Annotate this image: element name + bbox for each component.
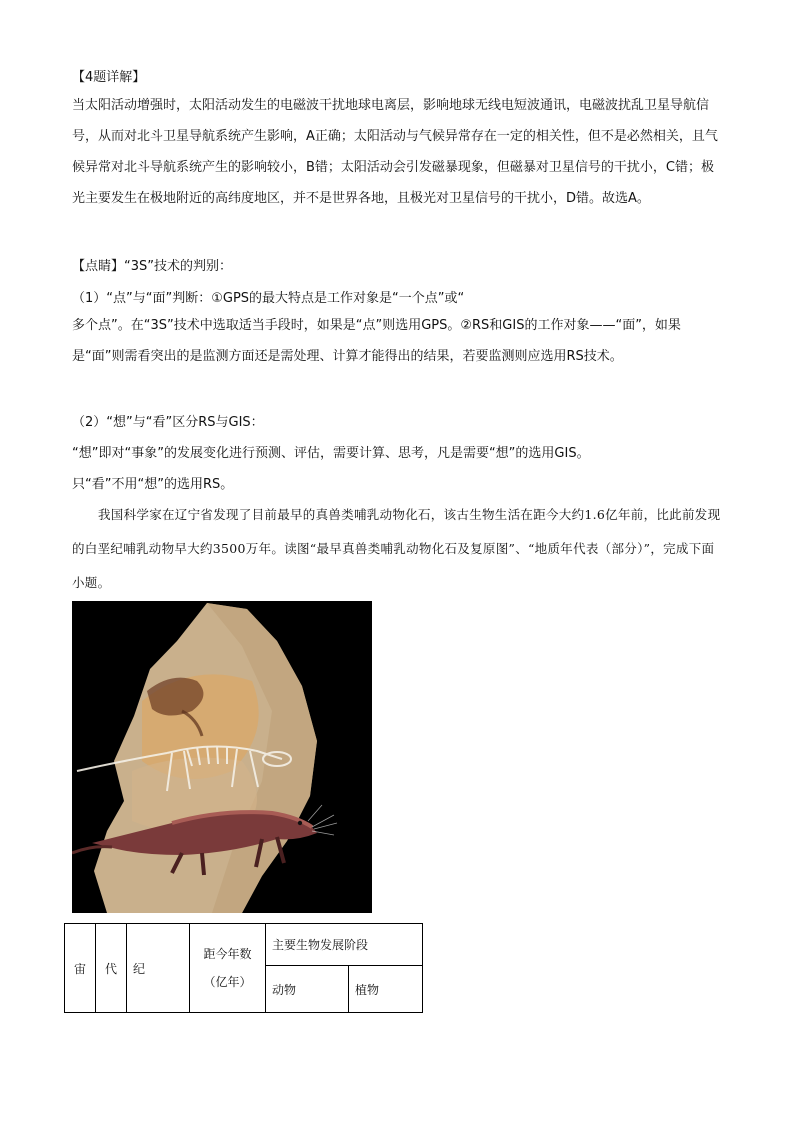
header-animal: 动物 xyxy=(266,966,349,1013)
key-point-heading: 【点睛】“3S”技术的判别： xyxy=(72,259,232,274)
header-age: 距今年数（亿年） xyxy=(190,924,266,1013)
geologic-time-table xyxy=(64,923,423,1013)
fossil-reconstruction-image xyxy=(72,601,372,913)
header-biological-stage: 主要生物发展阶段 xyxy=(266,924,423,966)
key-point-item-2-line-2: 只“看”不用“想”的选用RS。 xyxy=(72,477,234,492)
key-point-item-2-title: （2）“想”与“看”区分RS与GIS： xyxy=(72,415,264,430)
detail-paragraph: 当太阳活动增强时，太阳活动发生的电磁波干扰地球电离层，影响地球无线电短波通讯，电磁波扰乱卫星导航信号，从而对北斗卫星导航系统产生影响，A正确；太阳活动与气候异常存在一定的相关性，但不是必然相关，且气候异常对北斗导航系统产生的影响较小，B错；太阳活动会引发磁暴现象，但磁暴对卫星信号的干扰小，C错；极光主要发生在极地附近的高纬度地区，并不是世界各地，且极光对卫星信号的干扰小，D错。故选A。 xyxy=(72,98,718,206)
header-eon: 宙 xyxy=(65,924,96,1013)
key-point-item-2-line-1: “想”即对“事象”的发展变化进行预测、评估，需要计算、思考，凡是需要“想”的选用GIS。 xyxy=(72,446,590,461)
header-plant: 植物 xyxy=(349,966,423,1013)
question-intro: 我国科学家在辽宁省发现了目前最早的真兽类哺乳动物化石，该古生物生活在距今大约1.6亿年前，比此前发现的白垩纪哺乳动物早大约3500万年。读图“最早真兽类哺乳动物化石及复原图”、“地质年代表（部分）”，完成下面小题。 xyxy=(72,507,721,590)
fossil-figure xyxy=(72,601,372,913)
header-period: 纪 xyxy=(127,924,190,1013)
detail-heading: 【4题详解】 xyxy=(72,70,146,85)
key-point-item-1-body: 多个点”。在“3S”技术中选取适当手段时，如果是“点”则选用GPS。②RS和GIS的工作对象——“面”，如果是“面”则需看突出的是监测方面还是需处理、计算才能得出的结果，若要监测则应选用RS技术。 xyxy=(72,318,681,364)
header-era: 代 xyxy=(96,924,127,1013)
key-point-item-1-first-line: （1）“点”与“面”判断：①GPS的最大特点是工作对象是“一个点”或“ xyxy=(72,291,465,306)
